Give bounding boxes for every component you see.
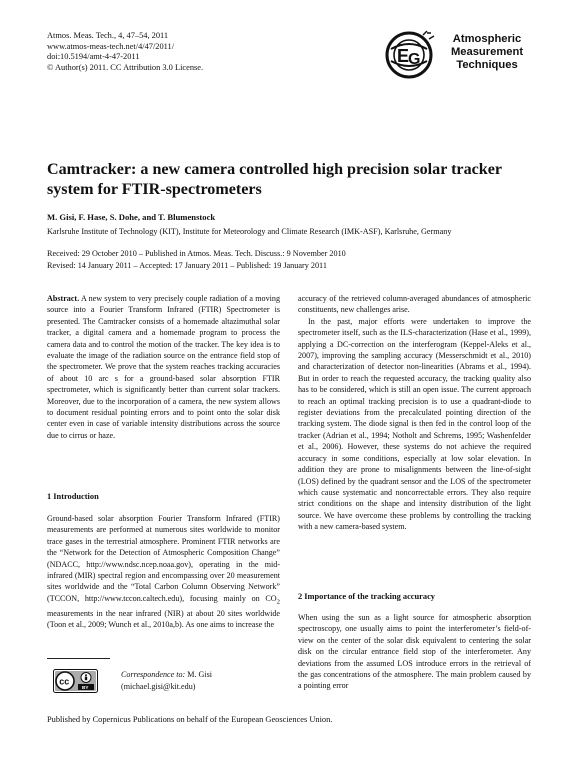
citation-line: Atmos. Meas. Tech., 4, 47–54, 2011 — [47, 31, 169, 40]
revised-line: Revised: 14 January 2011 – Accepted: 17 January 2011 – Published: 19 January 2011 — [47, 260, 327, 270]
creative-commons-by-icon[interactable] — [53, 669, 98, 693]
correspondence — [121, 669, 212, 693]
section-heading-tracking-accuracy: 2 Importance of the tracking accuracy — [298, 592, 435, 601]
footnote-rule — [47, 658, 110, 659]
egu-logo-icon — [383, 29, 437, 83]
correspondence-label: Correspondence to: — [121, 670, 186, 679]
paragraph: When using the sun as a light source for atmospheric absorption spectroscopy, one usually aims to point the interferometer’s field-of-view on the center of the solar disk equivalent to centering the solar disk on the circular entrance field stop of the interferometer. Any deviations from the assumed LOS introduce errors in the retrieval of the gas concentrations of the atmosphere. The main problem caused by a pointing error — [298, 613, 531, 691]
svg-text:G: G — [408, 51, 421, 68]
svg-text:BY: BY — [82, 685, 89, 690]
right-column-text — [298, 293, 531, 533]
doi[interactable]: doi:10.5194/amt-4-47-2011 — [47, 52, 140, 61]
license-line: © Author(s) 2011. CC Attribution 3.0 License. — [47, 62, 204, 72]
received-line: Received: 29 October 2010 – Published in Atmos. Meas. Tech. Discuss.: 9 November 2010 — [47, 249, 346, 258]
paragraph: In the past, major efforts were undertaken to improve the spectrometer itself, such as the ILS-characterization (Hase et al., 1999), applying a DC-correction on the interferogram (Keppel-Aleks et al., 2007), improving the sampling accuracy (Messerschmidt et al., 2010) and characterization of detector non-linearities (Abrams et al., 1994). But in order to reach the requested accuracy, the tracking quality also has to be considered, which is still an open issue. The current approach to reach an optimal tracking precision is to use a quadrant-diode to register deviations from the precalculated pointing direction of the tracking system. The diode signal is then fed in the control loop of the tracker (Adrian et al., 1994; Notholt and Schrems, 1995; Washenfelder et al., 2006). However, these systems do not achieve the required accuracy in some conditions, especially at low solar elevation. In addition they are prone to misalignments between the line-of-sight (LOS) defined by the quadrant sensor and the LOS of the spectrometer which cause systematic and noncorrectable errors. They also require strict conditions on the shape and intensity distribution of the light source. We have overcome these problems by controlling the tracking with a new camera-based system. — [298, 316, 531, 532]
section2-text — [298, 612, 531, 692]
journal-logo — [383, 29, 533, 83]
abstract-text: A new system to very precisely couple radiation of a moving source into a Fourier Transform Infrared (FTIR) Spectrometer is presented. The Camtracker consists of a homemade altazimuthal solar tracker, a digital camera and a homemade program to process the camera data and to control the motion of the tracker. The key idea is to evaluate the image of the radiation source on the entrance field stop of the spectrometer. We prove that the system reaches tracking accuracies of about 10 arc s for a ground-based solar absorption FTIR spectrometer, which is significantly better than current solar trackers. Moreover, due to the incorporation of a camera, the new system allows to document residual pointing errors and to point onto the solar disk center even in case of variable intensity distributions across the source due to cirrus or haze. — [47, 294, 280, 440]
section-heading-introduction: 1 Introduction — [47, 492, 99, 501]
correspondence-email[interactable]: (michael.gisi@kit.edu) — [121, 682, 196, 691]
title-line: system for FTIR-spectrometers — [47, 181, 262, 198]
abstract — [47, 293, 280, 441]
journal-name-line: Measurement — [450, 45, 524, 58]
svg-text:cc: cc — [59, 676, 70, 687]
publication-dates — [47, 248, 346, 271]
title-line: Camtracker: a new camera controlled high precision solar tracker — [47, 161, 503, 178]
affiliation: Karlsruhe Institute of Technology (KIT), Institute for Meteorology and Climate Research (IMK-ASF), Karlsruhe, Germany — [47, 227, 452, 236]
continued-paragraph: accuracy of the retrieved column-averaged abundances of atmospheric constituents, new challenges arise. — [298, 294, 531, 315]
article-title — [47, 160, 537, 200]
abstract-label: Abstract. — [47, 294, 80, 303]
citation-block — [47, 31, 203, 73]
publisher-footer: Published by Copernicus Publications on behalf of the European Geosciences Union. — [47, 715, 333, 724]
svg-text:E: E — [397, 46, 410, 66]
journal-name-line: Atmospheric — [452, 33, 522, 45]
co2-subscript: 2 — [276, 598, 280, 606]
journal-url[interactable]: www.atmos-meas-tech.net/4/47/2011/ — [47, 41, 175, 51]
intro-paragraph-end: measurements in the near infrared (NIR) at about 20 sites worldwide (Toon et al., 2009; Wunch et al., 2010a,b). As one aims to increase the — [47, 608, 280, 630]
authors: M. Gisi, F. Hase, S. Dohe, and T. Blumenstock — [47, 212, 216, 222]
journal-name — [439, 33, 535, 71]
intro-paragraph: Ground-based solar absorption Fourier Transform Infrared (FTIR) measurements are performed at numerous sites worldwide to monitor trace gases in the terrestrial atmosphere. Prominent FTIR networks are the “Network for the Detection of Atmospheric Composition Change” (NDACC, http://www.ndsc.ncep.noaa.gov), operating in the mid-infrared (MIR) spectral region and encompassing over 20 measurement sites worldwide and the “Total Carbon Column Observing Network” (TCCON, http://www.tccon.caltech.edu), focusing mainly on CO — [47, 514, 280, 603]
correspondence-name: M. Gisi — [185, 670, 212, 679]
journal-name-line: Techniques — [456, 58, 518, 71]
introduction-text — [47, 513, 280, 631]
